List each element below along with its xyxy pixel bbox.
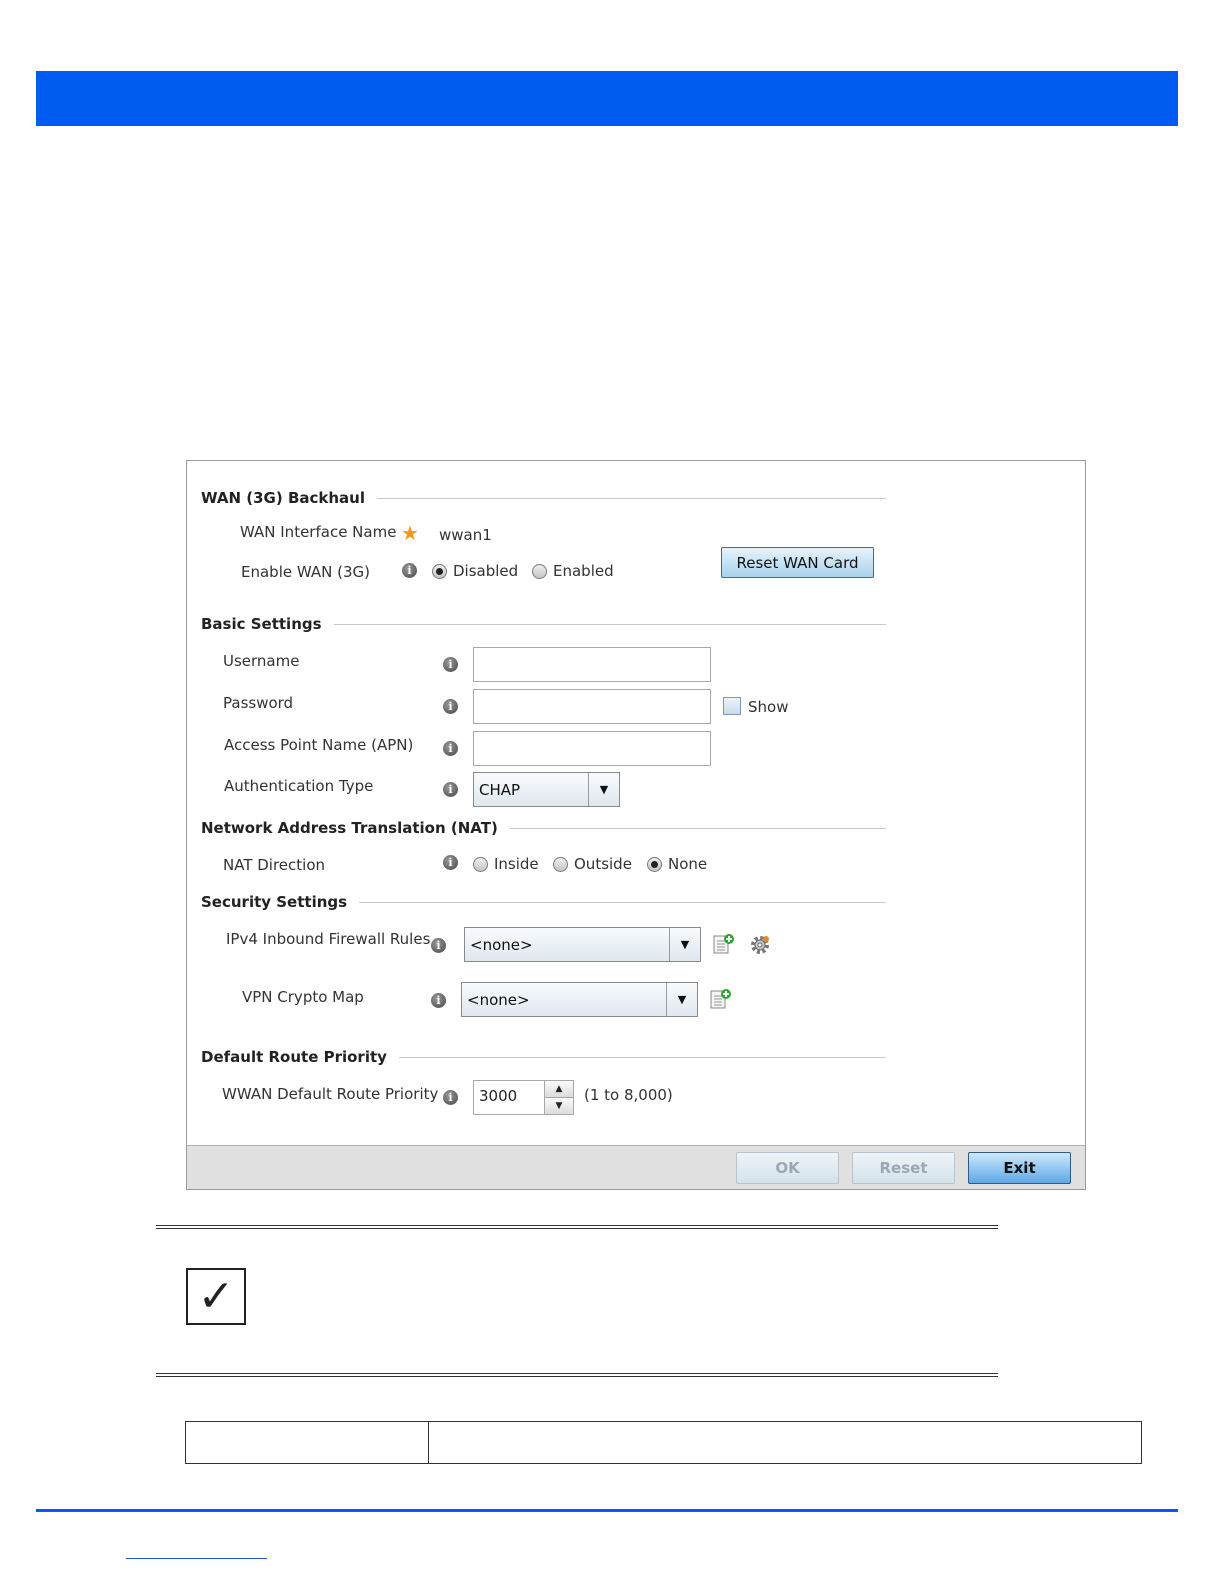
footer-rule: [36, 1509, 1178, 1512]
firewall-rules-label: IPv4 Inbound Firewall Rules: [226, 930, 431, 948]
enable-wan-disabled-radio[interactable]: [432, 562, 518, 580]
reset-wan-card-button[interactable]: Reset WAN Card: [721, 547, 874, 578]
add-rule-icon[interactable]: [710, 988, 732, 1010]
section-title: Security Settings: [201, 893, 348, 911]
radio-selected-indicator: [647, 857, 662, 872]
firewall-rules-select[interactable]: [464, 927, 701, 962]
nat-none-radio[interactable]: [647, 855, 707, 873]
section-divider: [334, 624, 886, 625]
wwan-route-priority-label: WWAN Default Route Priority: [222, 1085, 439, 1103]
vpn-crypto-map-select[interactable]: [461, 982, 698, 1017]
reset-button[interactable]: Reset: [852, 1152, 955, 1184]
info-icon[interactable]: i: [431, 938, 446, 953]
section-basic-settings: [201, 615, 886, 633]
increment-icon[interactable]: ▲: [545, 1081, 573, 1098]
info-icon[interactable]: i: [443, 1090, 458, 1105]
authentication-type-label: Authentication Type: [224, 777, 374, 795]
gear-icon[interactable]: [749, 934, 771, 956]
header-bar: [36, 71, 1178, 126]
info-icon[interactable]: i: [443, 657, 458, 672]
page-link-underline[interactable]: [126, 1558, 267, 1559]
radio-indicator: [473, 857, 488, 872]
section-title: WAN (3G) Backhaul: [201, 489, 365, 507]
wan-interface-name-label: WAN Interface Name: [240, 523, 397, 541]
nat-inside-radio[interactable]: [473, 855, 539, 873]
description-table: [185, 1421, 1142, 1464]
vpn-crypto-map-label: VPN Crypto Map: [242, 988, 364, 1006]
select-value: <none>: [470, 935, 533, 954]
route-priority-range-hint: (1 to 8,000): [584, 1086, 673, 1104]
route-priority-stepper[interactable]: [473, 1080, 574, 1115]
password-input[interactable]: [473, 689, 711, 724]
decrement-icon[interactable]: ▼: [545, 1098, 573, 1114]
enable-wan-enabled-radio[interactable]: [532, 562, 614, 580]
info-icon[interactable]: i: [402, 563, 417, 578]
select-value: CHAP: [479, 780, 521, 799]
section-title: Basic Settings: [201, 615, 322, 633]
note-bottom-rule: [156, 1373, 998, 1377]
username-input[interactable]: [473, 647, 711, 682]
exit-button[interactable]: Exit: [968, 1152, 1071, 1184]
info-icon[interactable]: i: [443, 855, 458, 870]
username-label: Username: [223, 652, 300, 670]
checkmark-icon: ✓: [186, 1268, 246, 1325]
section-divider: [399, 1057, 886, 1058]
radio-selected-indicator: [432, 564, 447, 579]
add-rule-icon[interactable]: [713, 933, 735, 955]
section-nat: [201, 819, 886, 837]
required-star-icon: ★: [401, 521, 419, 545]
apn-input[interactable]: [473, 731, 711, 766]
radio-label: None: [668, 855, 708, 873]
table-header-cell: [186, 1422, 429, 1463]
show-password-checkbox[interactable]: [723, 697, 741, 715]
info-icon[interactable]: i: [431, 993, 446, 1008]
chevron-down-icon[interactable]: ▼: [666, 983, 697, 1016]
section-title: Default Route Priority: [201, 1048, 387, 1066]
chevron-down-icon[interactable]: ▼: [588, 773, 619, 806]
radio-label: Inside: [494, 855, 539, 873]
note-top-rule: [156, 1225, 998, 1229]
ok-button[interactable]: OK: [736, 1152, 839, 1184]
radio-label: Enabled: [553, 562, 614, 580]
section-wan-backhaul: [201, 489, 886, 507]
enable-wan-label: Enable WAN (3G): [241, 563, 370, 581]
nat-outside-radio[interactable]: [553, 855, 632, 873]
section-divider: [377, 498, 886, 499]
radio-label: Disabled: [453, 562, 519, 580]
info-icon[interactable]: i: [443, 741, 458, 756]
section-default-route-priority: [201, 1048, 886, 1066]
dialog-footer: [187, 1145, 1085, 1189]
chevron-down-icon[interactable]: ▼: [669, 928, 700, 961]
stepper-value[interactable]: 3000: [479, 1087, 518, 1105]
section-title: Network Address Translation (NAT): [201, 819, 498, 837]
wan-3g-dialog: [186, 460, 1086, 1190]
stepper-arrows: [544, 1081, 573, 1114]
radio-label: Outside: [574, 855, 632, 873]
table-header-cell: [429, 1422, 1141, 1463]
section-divider: [359, 902, 886, 903]
info-icon[interactable]: i: [443, 782, 458, 797]
select-value: <none>: [467, 990, 530, 1009]
authentication-type-select[interactable]: [473, 772, 620, 807]
info-icon[interactable]: i: [443, 699, 458, 714]
password-label: Password: [223, 694, 294, 712]
radio-indicator: [532, 564, 547, 579]
section-divider: [510, 828, 886, 829]
radio-indicator: [553, 857, 568, 872]
nat-direction-label: NAT Direction: [223, 856, 326, 874]
show-password-label: Show: [748, 698, 789, 716]
apn-label: Access Point Name (APN): [224, 736, 414, 754]
section-security-settings: [201, 893, 886, 911]
wan-interface-name-value: wwan1: [439, 526, 492, 544]
